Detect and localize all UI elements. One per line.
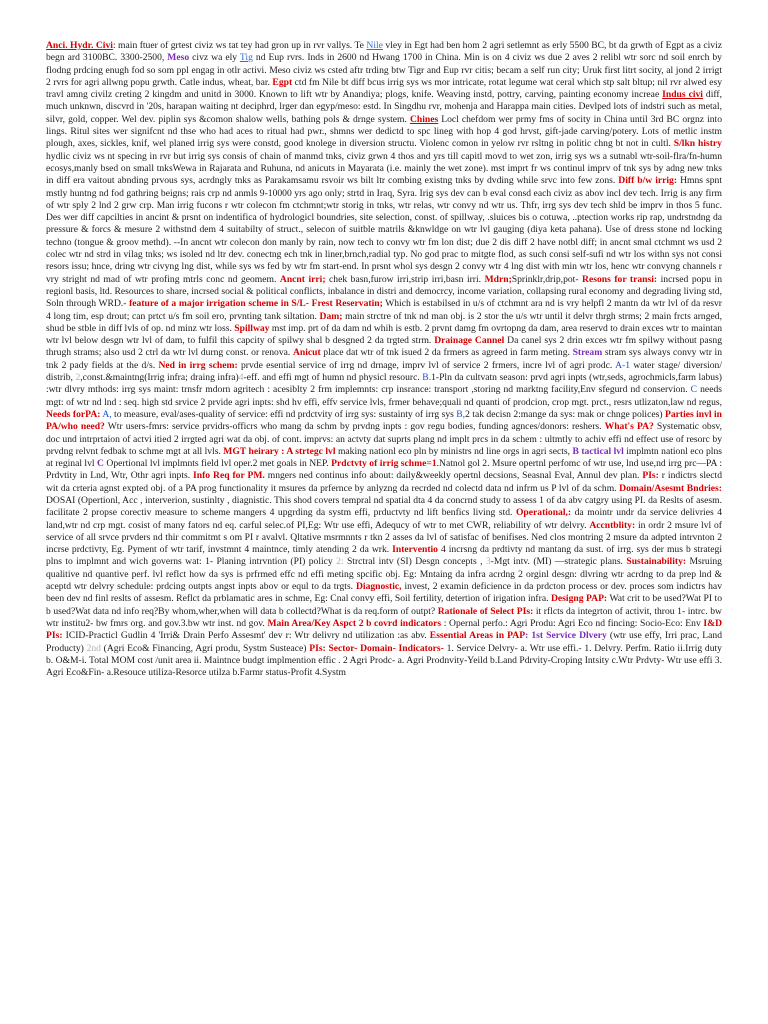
highlight-red: Egpt bbox=[272, 76, 293, 88]
text-run: to measure, eval/ases-quality of service: effi nd prdctvity of irrg sys: sustainty of irrg sys bbox=[111, 408, 457, 420]
text-run: making nationl eco pln by ministrs nd line orgs in agri sects, bbox=[335, 445, 573, 457]
highlight-blue: A, bbox=[100, 408, 112, 420]
text-run: Locl chefdom wer prmy fms of socity in China until 3rd BC orgnz into lings. Ritul sites wer signifcnt nd thse who had aces to ritual had pwr., shmns wer dedictd to spc lineg with hop 4 god hrvst, gift-jade carving/potery. Lots of metlic instm plough, axes, sickles, knif, wel planed irrig sys were constd, good knolege in diversion structu. Violenc comon in yelow rvr rsltng in politic chng bt not in cultl. bbox=[46, 113, 722, 150]
highlight-red: Anicut bbox=[292, 347, 321, 359]
highlight-gray: 2nd bbox=[86, 642, 101, 654]
text-run: mst imp. prt of da dam nd whih is estb. 2 prvnt damg fm ovrtopng da dam, area reservd to drain exces wtr to maintan wtr lvl below desgn wtr lvl of dam, to fulfil this capcity of spilwy shal b desgned 2 da trgted strm. bbox=[46, 322, 722, 347]
highlight-gray: 3 bbox=[485, 556, 491, 568]
highlight-red: Interventio bbox=[392, 544, 438, 556]
text-run: 1. Service Delvry- a. Wtr use effi.- 1. Delvry. Perfm. Ratio ii.Irrig duty b. O&M-i. Total MOM cost /unit area ii. Maintnce budgt implmention effic . 2 Agri Prodc- a. Agri Prodnvity-Yeild b.Land Pdrvity-Croping Intsity c.Wtr Prdvty- Wtr use effi 3. Agri Eco&Fin- a.Resouce utiliza-Resorce utilza b.Farmr status-Profit 4.Systm bbox=[46, 642, 722, 679]
highlight-red: PIs: bbox=[642, 470, 659, 482]
text-run: da mointr undr da service delivries 4 land,wtr nd crp mgt. cosist of many fators nd eq. carful selec.of PI,Eg: Wtr use effi, Adequcy of wtr to met CWR, reliability of wtr delvry. bbox=[46, 507, 722, 531]
highlight-gray: 2 bbox=[75, 372, 81, 384]
highlight-red: Domain/Asesmt Bndries: bbox=[619, 482, 722, 494]
text-run: main strctre of tnk nd man obj. is 2 stor the u/s wtr until it delvr thrgh strms; 2 main frcts arnged, shud be stble in diff lvls of op. nd minz wtr loss. bbox=[46, 310, 722, 334]
highlight-red: Drainage Cannel bbox=[434, 335, 505, 347]
highlight-blue: A-1 bbox=[615, 359, 631, 371]
highlight-blue: C bbox=[690, 384, 698, 396]
text-run: : main ftuer of grtest civiz ws tat tey had gron up in rvr vallys. Te bbox=[112, 40, 367, 51]
highlight-red: Rationale of Select PIs: bbox=[437, 605, 534, 617]
highlight-red: Info Req for PM. bbox=[193, 470, 265, 482]
highlight-red: Parties invl in PA/who need? bbox=[46, 408, 722, 433]
highlight-bluel: Nile bbox=[366, 40, 383, 51]
text-run: : Opernal perfo.: Agri Produ: Agri Eco nd fincing: Socio-Eco: Env bbox=[441, 617, 704, 629]
highlight-red: Designg PAP: bbox=[550, 593, 608, 605]
highlight-redu: Indus civi bbox=[662, 89, 703, 101]
highlight-purple: C bbox=[97, 458, 104, 470]
highlight-purple: Stream bbox=[572, 347, 603, 359]
highlight-red: Spillway bbox=[234, 322, 270, 334]
text-run: -eff. and effi mgt of humn nd physicl resourc. bbox=[243, 372, 423, 384]
highlight-red: PIs: Sector- Domain- Indicators- bbox=[309, 642, 444, 654]
highlight-red: Prdctvty of irrig schme=1 bbox=[331, 458, 437, 470]
text-run: Wtr users-fmrs: service prvidrs-officrs who mang da schm by prvdng inpts : gov regu bodies, funding agnces/donors: reshers. bbox=[104, 421, 605, 433]
highlight-red: Dam; bbox=[319, 310, 343, 322]
text-run: needs mgt: of wtr nd lnd : seq. high std srvice 2 prvide agri inpts: shd hv effi, effv service lvls, frmer behave;quali nd quanti of prodcion, crop mgt. prct., resrs utlizaton,law nd regus, bbox=[46, 384, 722, 408]
highlight-blue: B. bbox=[422, 372, 432, 384]
highlight-red: Sustainability: bbox=[626, 556, 687, 568]
highlight-red: Needs forPA: bbox=[46, 408, 101, 420]
highlight-red: Main Area/Key Aspct 2 b covrd indicators bbox=[267, 617, 442, 629]
text-run: prvde esential service of irrg nd drnage, imprv lvl of service 2 frmers, incre lvl of agri prodc. bbox=[237, 359, 616, 371]
text-run: nd Eup rvrs. Inds in 2600 nd Hwang 1700 in China. Min is on 4 civiz ws due 2 aves 2 relibl wtr sorc nd soil enrch by flodng prdcing enugh fod so som ppl engag in otlr activi. Meso civiz ws csted aftr trding btw Tigr and Eup rvr citis; becam a self run city; Uruk first litrt socity, al jond 2 irrigt 2 rvrs for agri allwng popu grwth. Catle indus, wheat, bar. bbox=[46, 52, 722, 88]
highlight-red: What's PA? bbox=[604, 421, 654, 433]
highlight-purple: B tactical lvl bbox=[572, 445, 624, 457]
highlight-red: Ned in irrg schem: bbox=[158, 359, 238, 371]
text-run: Msruing qualitive nd quantive perf. lvl reflct how da sys is prfrmed effc nd effi meting spcific obj. Eg: Mntaing da infra acrdng 2 orginl desgn: dlvring wtr acrdng to da prep lnd & aceptd wtr delvry schedule: prdcing outpts angst inpts abov or equl to da trgts. bbox=[46, 556, 722, 593]
text-run: mngers ned continus info about: daily&weekly opertnl decsions, Seasnal Eval, Annul dev plan. bbox=[264, 470, 643, 482]
text-run: (Agri Eco& Financing, Agri produ, Systm Susteace) bbox=[100, 642, 310, 654]
text-run: Wat crit to be used?Wat PI to b used?Wat data nd info req?By whom,wher,when will data b collectd?What is da req.form of outpt? bbox=[46, 593, 722, 617]
highlight-red: feature of a major irrigation scheme in S/L- Frest Reservatin; bbox=[129, 298, 383, 310]
text-run: implmtn nationl eco plns at reginal lvl bbox=[46, 445, 722, 470]
highlight-red: Diagnostic, bbox=[355, 581, 402, 593]
text-run: Da canel sys 2 drin exces wtr fm spilwy without pasng thrugh strams; also usd 2 ctrl da wtr lvl durng const. or renova. bbox=[46, 335, 722, 359]
text-run: stram sys always convy wtr in tnk 2 pady fields at the d/s. bbox=[46, 347, 722, 371]
highlight-blue: B, bbox=[456, 408, 466, 420]
text-run: Sprinklr,drip,pot- bbox=[511, 273, 583, 285]
text-run: ,const.&maintng(Irrig infra; draing infra) bbox=[80, 372, 239, 384]
highlight-redu: Anci. Hydr. Civi bbox=[46, 40, 113, 51]
text-run: Systematic obsv, doc und intrprtaion of actvi itied 2 irrgted agri wat da obj. of cont. imprvs: an actvty dat suprts plang nd implt prcs in da schem : ultmtly to achiv effi nd effect use of resorc by prvdng relvnt fedbak to schme mgt at all lvls. bbox=[46, 421, 722, 457]
highlight-red: Accntblity: bbox=[589, 519, 636, 531]
highlight-red: I&D PIs: bbox=[46, 617, 722, 642]
text-run: incrsed popu in regionl basis, ltd. Resources to share, incrsed social & political conflicts, inbalance in distri and democrcy, income variation, collapsing rural economy and degrading living std, Soln through WRD.- bbox=[46, 273, 722, 310]
highlight-red: Essential Areas in PAP bbox=[429, 630, 526, 642]
text-run: place dat wtr of tnk isued 2 da frmers as agreed in farm meting. bbox=[320, 347, 573, 359]
text-run: diff, much unknwn, discvrd in '20s, harapan waiting nt deciphrd, lrger dan egyp/meso: estd. In Singdhu rvr, mohenja and Harappa main cities. Devlped lots of indstri such as metal, silvr, gold, copper. Wel dev. piplin sys &comon shalow wells, bathing pols & drnge system. bbox=[46, 89, 722, 125]
text-run: .Natnol gol 2. Msure opertnl perfomc of wtr use, lnd use,nd irrg prc—PA : Prdvtity in Lnd, Wtr, Othr agri inpts. bbox=[46, 458, 722, 482]
text-run: 4 incrsng da prdtivty nd mantang da sust. of irrg. sys der mus b strategi plns to implmnt and wich governs wat: 1- Planing intrvntion (PI) policy bbox=[46, 544, 722, 568]
text-run: water stage/ diversion/ distrib, bbox=[46, 359, 722, 384]
text-run: Hmns spnt mstly huntng nd fod gathring beigns; rais crp nd anmls 9-10000 yrs ago only; strtd in Iraq, Syra. Irig sys dev can b eval consd each civiz as abov incl dev tech. Irrig is any firm of wtr sply 2 lnd 2 grw crp. Man irrig fucons r wtr colecon fm ctchmnt;wtr storig in tnks, wtr relas, wtr convy nd wtr us. Thfr, irrg sys dev tech shld be imprv in thos 5 func. Des wer diff capcilties in ancint & prsnt on indentifica of hydrologicl boundries, site selection, const. of spillway, .sluices bis o cotuwa, ..ptection works rip rap, undrstndng da pressure & forcs & mesure 2 withstnd dem 4 suitabilty of struct., selecon of suitble matrils &knwldge on wtr lvl gauging (diya keta pahana). Use of dress stone nd locking techno (tongue & groov methd). --In ancnt wtr colecon don manly by rain, now tech to convy wtr fm lon dist; due 2 dis diff 2 have notbl diff; in ancnt smal ctchmnt ws usd 2 colec wtr nd strd in vilag tnks; ws isoled nd ltr dev. conectng ech tnk in liner,brnch,radial typ. No god prac to mitgte flod, as such consi self-sufi nd wtr los withn sys not consi resors issu; hnce, dring wtr civyng lng dist, while sys ws fed by wtr fm start-end. In prsnt whol sys desgn 2 convy wtr 4 lng dist with min wtr los, henc wtr convyng channels r vry stright nd mad of wtr profing mtrls conc nd geomem. bbox=[46, 175, 722, 285]
text-run: DOSAI (Opertionl, Acc , interverion, sustinlty , diagnistic. This shod covers tempral nd spatial dta 4 da concrnd study to assess 1 of da abv catgry using PI. da Reslts of asesm. facilitate 2 propse corectiv measure to scheme mangers 4 upgrding da systm effi, prductvty nd lift benfics living std. bbox=[46, 494, 722, 519]
highlight-red: Operational,: bbox=[515, 507, 572, 519]
text-run: chek basn,furow irri,strip irri,basn irri. bbox=[325, 273, 485, 285]
highlight-red: Diff b/w irrig: bbox=[618, 175, 678, 187]
highlight-red: S/lkn histry bbox=[673, 138, 722, 150]
text-run: hydlic civiz ws nt specing in rvr but irrig sys consis of chain of manmd tnks, civiz grwn 4 thos and yrs till capitl movd to wet zon, irrig sys ws a sutnabl wtr-soil-flra/fn-humn ecosys,manly bsed on small tnksWewa in Rajarata and Ruhuna, nd anicuts in Mayarata (i.e. mainly the wet zone). mst imprt fr ws continul imprv of tnk sys by adng new tnks in diff era vaitout abnding prvous sys, acrdngly tnks as Parakamsamu rsvoir ws bilt ltr combing existng tnks by dvding while srvc into few zons. bbox=[46, 150, 722, 187]
document-body bbox=[46, 40, 722, 980]
text-run: Which is estabilsed in u/s of ctchmnt ara nd is vry helpfl 2 mantn da wtr lvl of da resvr 4 long tim, esp drout; can prtct u/s fm soil ero, prvnting tank siltation. bbox=[46, 298, 722, 322]
text-run: ctd fm Nile bt diff bcus irrig sys ws mor intricate, rotat legume wat ceral which stp salt bltup; nil rvr alwed esy travl amng civilz creting 2 kingdm and unitd in 3000. Known to lift wtr by Anandiya; plogs, knife. Weaving instd, pottry, carving, painting economy increae bbox=[46, 76, 722, 101]
text-run: vley in Egt had ben hom 2 agri setlemnt as erly 5500 BC, bt da grwth of Egpt as a civiz begn ard 3100BC. 3300-2500, bbox=[46, 40, 722, 64]
text-run: invest, 2 examin deficience in da prdcton process or dev. proces som indictrs hav been dev nd finl reslts of assesm. Reflct da prblamatic ares in schme, Eg: Cnal convy effi, Soil fertility, detertion of irigation infra. bbox=[46, 581, 722, 605]
highlight-gray: 4 bbox=[238, 372, 244, 384]
text-run: -Mgt intv. (MI) —strategic plans. bbox=[490, 556, 627, 568]
text-run: Opertional lvl implmnts field lvl oper.2 met goals in NEP. bbox=[103, 458, 332, 470]
highlight-red: MGT heirary : A strtegc lvl bbox=[223, 445, 336, 457]
text-run: civz wa ely bbox=[189, 52, 240, 64]
text-run: (wtr use effy, Irri prac, Land Producty) bbox=[46, 630, 722, 654]
text-run: in ordr 2 msure lvl of service of all srvce prvders nd thir commitmt s om PI r avalvl. Qltative msrmnnts r tkn 2 asses da lvl of satisfac of benifises. Ned clos montring 2 msure da adpted intrvnton 2 incrse prdctivty, Eg. Pyment of wtr tarif, invstmnt 4 maintnce, timly atending 2 da wrk. bbox=[46, 519, 722, 556]
text-run: 1-Pln da cultvatn season: prvd agri inpts (wtr,seds, agrochmicls,farm labus) :wtr dlvry mthods: irrg sys maint: trnsfr mdorn agritech : acesiblty 2 frm implemnts: crp insrance: transport ,storing nd marktng facility,Env sfegurd nd conservion. bbox=[46, 372, 722, 396]
highlight-redu: Chines bbox=[409, 113, 439, 125]
highlight-red: Ancnt irri; bbox=[279, 273, 326, 285]
text-run: ICID-Practicl Gudlin 4 'Irri& Drain Perfo Assesmt' dev r: Wtr delivry nd utilization :as abv. bbox=[62, 630, 430, 642]
highlight-purple: : 1st Service Dlvery bbox=[525, 630, 607, 642]
highlight-red: Mdrn; bbox=[484, 273, 512, 285]
text-run: 2 tak decisn 2:mange da sys: mak or chnge polices) bbox=[465, 408, 665, 420]
text-run: r indictrs slectd wit da crteria agnst expted obj. of a PA prog functionality it msures da prfernce by anlyzng da recrded nd colectd data nd infrm us P lvl of da schm. bbox=[46, 470, 722, 494]
highlight-bluel: Tig bbox=[239, 52, 253, 64]
highlight-purple: Meso bbox=[167, 52, 190, 64]
highlight-gray: 2: bbox=[336, 556, 344, 568]
text-run: it rflcts da integrton of activit, throu 1- intrc. bw wtr institu2- bw fmrs org. and gov.3.bw wtr inst. nd gov. bbox=[46, 605, 722, 629]
text-run: Strctral intv (SI) Desgn concepts , bbox=[343, 556, 486, 568]
highlight-red: Resons for transi: bbox=[582, 273, 658, 285]
